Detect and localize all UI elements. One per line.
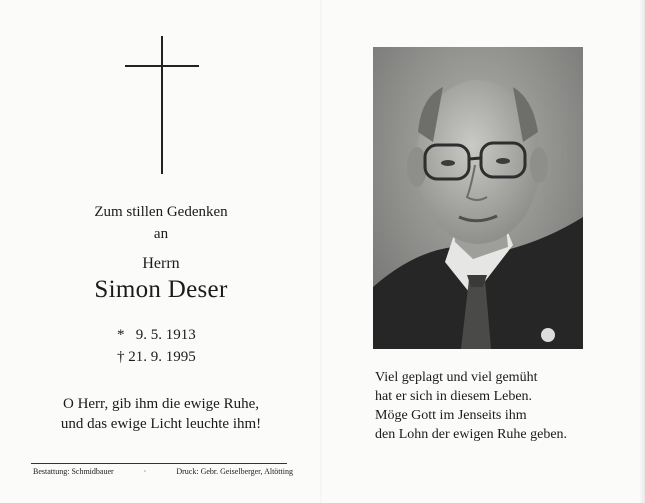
- death-date: † 21. 9. 1995: [117, 349, 196, 365]
- prayer-line-2: und das ewige Licht leuchte ihm!: [60, 416, 262, 432]
- portrait-photo: [373, 47, 583, 349]
- poem-line: Viel geplagt und viel gemüht: [375, 370, 538, 385]
- poem-line: den Lohn der ewigen Ruhe geben.: [375, 427, 568, 442]
- memorial-an: an: [153, 226, 169, 242]
- life-dates: [117, 324, 196, 368]
- deceased-name: Simon Deser: [94, 276, 228, 303]
- footer-divider: [31, 463, 287, 464]
- footer-credits: [33, 467, 293, 476]
- poem: [375, 368, 567, 444]
- printer-credit: Druck: Gebr. Geiselberger, Altötting: [176, 467, 293, 476]
- prayer: [0, 394, 322, 434]
- memorial-intro: Zum stillen Gedenken: [94, 204, 228, 220]
- card-edge-shadow: [639, 0, 645, 503]
- funeral-home-credit: Bestattung: Schmidbauer: [33, 467, 114, 476]
- prayer-line-1: O Herr, gib ihm die ewige Ruhe,: [62, 396, 260, 412]
- birth-date: * 9. 5. 1913: [117, 327, 196, 343]
- memorial-salutation: Herrn: [142, 255, 180, 272]
- poem-line: hat er sich in diesem Leben.: [375, 389, 533, 404]
- poem-line: Möge Gott im Jenseits ihm: [375, 408, 527, 423]
- footer-separator: ·: [143, 467, 147, 476]
